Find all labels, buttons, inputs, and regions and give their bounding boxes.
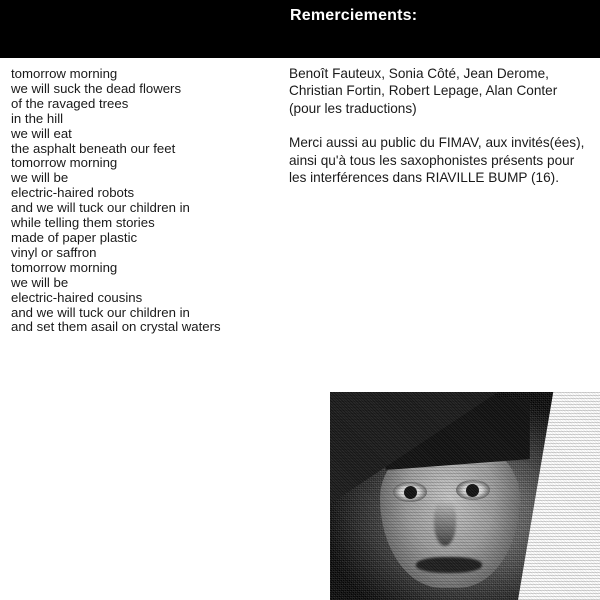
lyrics-line: the asphalt beneath our feet: [11, 140, 176, 156]
lyrics-line: we will eat: [11, 125, 72, 141]
credits-paragraph: Merci aussi au public du FIMAV, aux invités(ées), ainsi qu'à tous les saxophonistes présents pour les interférences dans RIAVILLE BUMP (16).: [289, 135, 585, 186]
portrait-photo: [330, 392, 600, 600]
lyrics-line: and we will tuck our children in: [11, 304, 190, 320]
lyrics-line: tomorrow morning: [11, 259, 118, 275]
lyrics-line: made of paper plastic: [11, 229, 138, 245]
lyrics-line: tomorrow morning: [11, 155, 118, 171]
lyrics-line: in the hill: [11, 110, 64, 126]
lyrics-line: and we will tuck our children in: [11, 200, 190, 216]
photo-scanline-layer: [330, 392, 600, 600]
lyrics-column: [11, 67, 266, 335]
lyrics-line: we will be: [11, 170, 69, 186]
lyrics-line: we will be: [11, 274, 69, 290]
credits-column: [289, 65, 589, 186]
lyrics-line: electric-haired cousins: [11, 289, 143, 305]
page-title: Remerciements:: [290, 7, 418, 24]
credits-paragraph: Benoît Fauteux, Sonia Côté, Jean Derome, Christian Fortin, Robert Lepage, Alan Conter (pour les traductions): [289, 66, 558, 116]
top-black-banner: [0, 0, 600, 58]
lyrics-line: electric-haired robots: [11, 185, 135, 201]
lyrics-line: vinyl or saffron: [11, 244, 97, 260]
lyrics-line: while telling them stories: [11, 215, 155, 231]
lyrics-line: of the ravaged trees: [11, 95, 129, 111]
lyrics-line: tomorrow morning: [11, 66, 118, 81]
lyrics-line: we will suck the dead flowers: [11, 80, 182, 96]
lyrics-line: and set them asail on crystal waters: [11, 319, 221, 335]
